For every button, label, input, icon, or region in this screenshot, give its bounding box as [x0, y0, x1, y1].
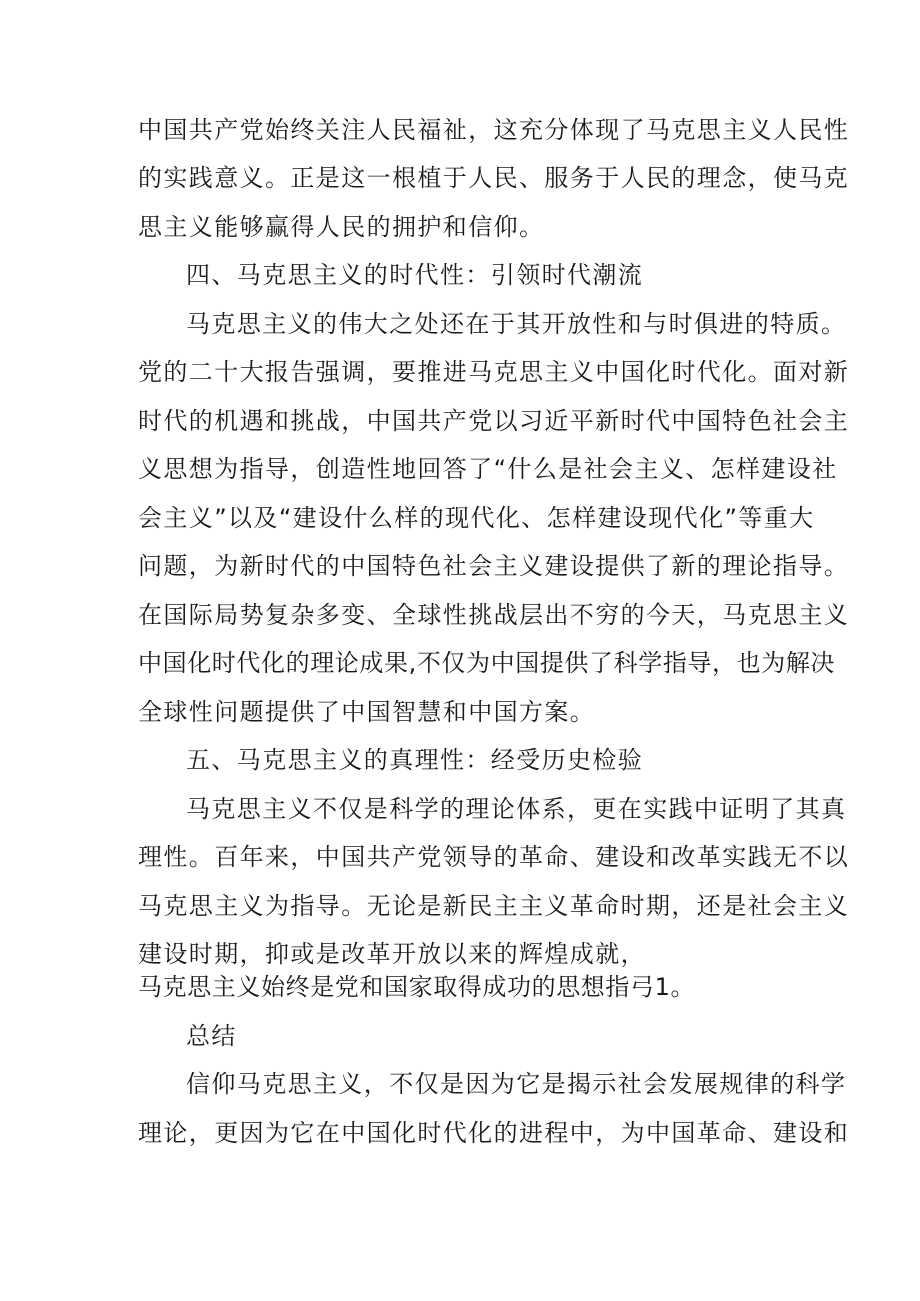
section-heading: 四、马克思主义的时代性：引领时代潮流: [186, 261, 644, 289]
paragraph-line: 马克思主义的伟大之处还在于其开放性和与时俱进的特质。: [186, 310, 847, 338]
section-heading: 总结: [186, 1022, 237, 1050]
paragraph-line: 思主义能够赢得人民的拥护和信仰。: [138, 213, 545, 241]
paragraph-line: 党的二十大报告强调，要推进马克思主义中国化时代化。面对新: [138, 358, 850, 386]
paragraph-line: 马克思主义为指导。无论是新民主主义革命时期，还是社会主义: [138, 892, 850, 920]
paragraph-line: 理性。百年来，中国共产党领导的革命、建设和改革实践无不以: [138, 843, 850, 871]
paragraph-line: 在国际局势复杂多变、全球性挑战层出不穷的今天，马克思主义: [138, 601, 850, 629]
paragraph-line: 义思想为指导，创造性地回答了“什么是社会主义、怎样建设社: [138, 455, 838, 483]
paragraph-line: 时代的机遇和挑战，中国共产党以习近平新时代中国特色社会主: [138, 407, 850, 435]
paragraph-line: 问题，为新时代的中国特色社会主义建设提供了新的理论指导。: [138, 552, 850, 580]
paragraph-line: 全球性问题提供了中国智慧和中国方案。: [138, 698, 596, 726]
paragraph-line: 信仰马克思主义，不仅是因为它是揭示社会发展规律的科学: [186, 1070, 847, 1098]
paragraph-line: 马克思主义始终是党和国家取得成功的思想指弓1。: [138, 973, 696, 1001]
paragraph-line: 中国共产党始终关注人民福祉，这充分体现了马克思主义人民性: [138, 116, 850, 144]
paragraph-line: 理论，更因为它在中国化时代化的进程中，为中国革命、建设和: [138, 1119, 850, 1147]
paragraph-line: 马克思主义不仅是科学的理论体系，更在实践中证明了其真: [186, 795, 847, 823]
paragraph-line: 会主义”以及“建设什么样的现代化、怎样建设现代化”等重大: [138, 504, 815, 532]
paragraph-line: 中国化时代化的理论成果,不仅为中国提供了科学指导，也为解决: [138, 649, 836, 677]
paragraph-line: 的实践意义。正是这一根植于人民、服务于人民的理念，使马克: [138, 164, 850, 192]
paragraph-line: 建设时期，抑或是改革开放以来的辉煌成就，: [138, 940, 646, 968]
section-heading: 五、马克思主义的真理性：经受历史检验: [186, 746, 644, 774]
